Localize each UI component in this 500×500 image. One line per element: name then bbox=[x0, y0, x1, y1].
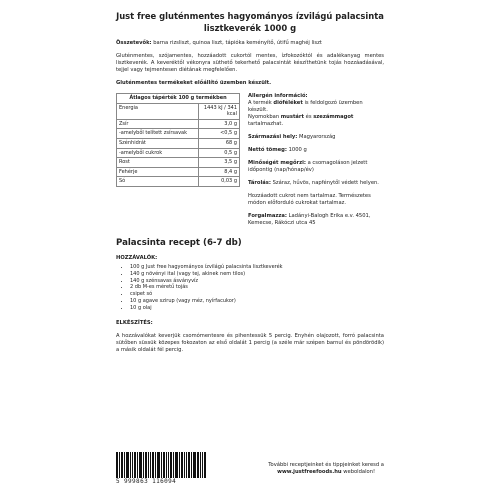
distributor bbox=[248, 213, 384, 227]
produced-note: Gluténmentes termékeket előállító üzemben készült. bbox=[116, 80, 272, 86]
footer-line-2-text: weboldalon! bbox=[341, 469, 376, 475]
distributor-value: Ladányi-Balogh Erika e.v. 4501, Kemecse, Rákóczi utca 45 bbox=[248, 213, 371, 226]
allergen-line-2 bbox=[248, 114, 384, 128]
product-title: Just free gluténmentes hagyományos ízvilágú palacsinta lisztkeverék 1000 g bbox=[116, 11, 384, 33]
origin bbox=[248, 134, 384, 141]
allergen-text: A termék bbox=[248, 100, 274, 106]
footer-line-2 bbox=[268, 469, 384, 476]
net-weight-label: Nettó tömeg: bbox=[248, 147, 287, 153]
storage bbox=[248, 180, 384, 187]
nutrition-row bbox=[117, 158, 240, 168]
nutrition-row bbox=[117, 119, 240, 129]
recipe-title: Palacsinta recept (6-7 db) bbox=[116, 238, 242, 248]
nutrition-row bbox=[117, 129, 240, 139]
allergen-line-1 bbox=[248, 100, 384, 114]
best-before bbox=[248, 160, 384, 174]
nutrient-value: 3,0 g bbox=[199, 119, 240, 129]
list-item: • 10 g agave szirup (vagy méz, nyírfacukor) bbox=[130, 298, 384, 305]
list-item: • 140 g növényi ital (vagy tej, akinek nem tilos) bbox=[130, 271, 384, 278]
nutrient-name: Fehérje bbox=[117, 167, 199, 177]
list-item: • 100 g Just free hagyományos ízvilágú palacsinta lisztkeverék bbox=[130, 264, 384, 271]
allergen-text: Nyomokban bbox=[248, 114, 281, 120]
origin-value: Magyarország bbox=[297, 134, 336, 140]
nutrient-value: 1443 kJ / 341 kcal bbox=[199, 103, 240, 119]
list-item: • 140 g szénsavas ásványvíz bbox=[130, 278, 384, 285]
best-before-label: Minőségét megőrzi: bbox=[248, 160, 306, 166]
sugar-note: Hozzáadott cukrot nem tartalmaz. Természetes módon előforduló cukrokat tartalmaz. bbox=[248, 193, 371, 206]
allergen-mustard: mustárt bbox=[280, 114, 304, 120]
nutrition-column bbox=[116, 93, 240, 227]
net-weight bbox=[248, 147, 384, 154]
nutrient-value: 0,5 g bbox=[199, 148, 240, 158]
nutrient-value: 68 g bbox=[199, 138, 240, 148]
allergen-sesame: szezámmagot bbox=[313, 114, 354, 120]
nutrient-name: Szénhidrát bbox=[117, 138, 199, 148]
footer-text bbox=[268, 462, 384, 476]
nutrient-name: -amelyből telített zsírsavak bbox=[117, 129, 199, 139]
list-item: • 10 g olaj bbox=[130, 305, 384, 312]
distributor-label: Forgalmazza: bbox=[248, 213, 287, 219]
nutrient-value: 0,03 g bbox=[199, 177, 240, 187]
footer-line-1: További receptjeinket és tippjeinket keresd a bbox=[268, 462, 384, 468]
list-item: • csipet só bbox=[130, 291, 384, 298]
allergen-label: Allergén információ: bbox=[248, 93, 308, 99]
recipe-steps-label: ELKÉSZÍTÉS: bbox=[116, 319, 153, 326]
website-link[interactable]: www.justfreefoods.hu bbox=[277, 469, 342, 475]
storage-label: Tárolás: bbox=[248, 180, 271, 186]
barcode-number: 5 999863 116094 bbox=[116, 478, 177, 485]
nutrient-value: <0,5 g bbox=[199, 129, 240, 139]
nutrient-value: 3,5 g bbox=[199, 158, 240, 168]
best-before-value: a csomagoláson jelzett időpontig (nap/hónap/év) bbox=[248, 160, 368, 173]
allergen-text: is feldolgozó üzemben készült. bbox=[248, 100, 363, 113]
nutrition-header: Átlagos tápérték 100 g termékben bbox=[117, 94, 240, 104]
intro-text: Gluténmentes, szójamentes, hozzáadott cukortól mentes, ízfokozóktól és adalékanyag mentes lisztkeverék. A keveréktől vékonyra süthető tekerhető palacsintát készíthetünk tojás hozzáadásával, tejjel vagy tejmentesen diétának megfelelően. bbox=[116, 53, 384, 73]
recipe-ingredients-label: HOZZÁVALÓK: bbox=[116, 255, 158, 261]
list-item: • 2 db M-es méretű tojás bbox=[130, 284, 384, 291]
nutrition-row bbox=[117, 103, 240, 119]
recipe-ingredients-list bbox=[116, 264, 384, 312]
nutrition-row bbox=[117, 138, 240, 148]
info-columns bbox=[116, 93, 384, 227]
ingredients bbox=[116, 40, 384, 47]
ingredients-text: barna rizsliszt, quinoa liszt, tápióka keményítő, útifű maghéj liszt bbox=[151, 40, 322, 46]
nutrient-name: Só bbox=[117, 177, 199, 187]
nutrient-name: Energia bbox=[117, 103, 199, 119]
recipe-steps: A hozzávalókat keverjük csomómentesre és pihentessük 5 percig. Enyhén olajozott, forró palacsinta sütőben süssük közepes fokozaton az első oldalát 1 percig (a széle már szépen barnul és pöndörödik) a másik oldalát fél percig. bbox=[116, 332, 384, 353]
nutrient-value: 8,4 g bbox=[199, 167, 240, 177]
origin-label: Származási hely: bbox=[248, 134, 298, 140]
storage-value: Száraz, hűvös, napfénytől védett helyen. bbox=[270, 180, 379, 186]
nutrition-row bbox=[117, 148, 240, 158]
nutrition-row bbox=[117, 167, 240, 177]
nutrition-table bbox=[116, 93, 240, 187]
nutrition-header-row bbox=[117, 94, 240, 104]
net-weight-value: 1000 g bbox=[286, 147, 307, 153]
nutrient-name: Zsír bbox=[117, 119, 199, 129]
allergen-text: és bbox=[303, 114, 314, 120]
nutrient-name: -amelyből cukrok bbox=[117, 148, 199, 158]
ingredients-label: Összetevők: bbox=[116, 40, 152, 46]
info-details-column bbox=[248, 93, 384, 227]
barcode bbox=[116, 452, 226, 485]
barcode-bars bbox=[116, 452, 226, 478]
nutrient-name: Rost bbox=[117, 158, 199, 168]
nutrition-row bbox=[117, 177, 240, 187]
label-footer bbox=[116, 452, 384, 485]
allergen-text: tartalmazhat. bbox=[248, 121, 284, 127]
allergen-nuts: dióféléket bbox=[273, 100, 303, 106]
